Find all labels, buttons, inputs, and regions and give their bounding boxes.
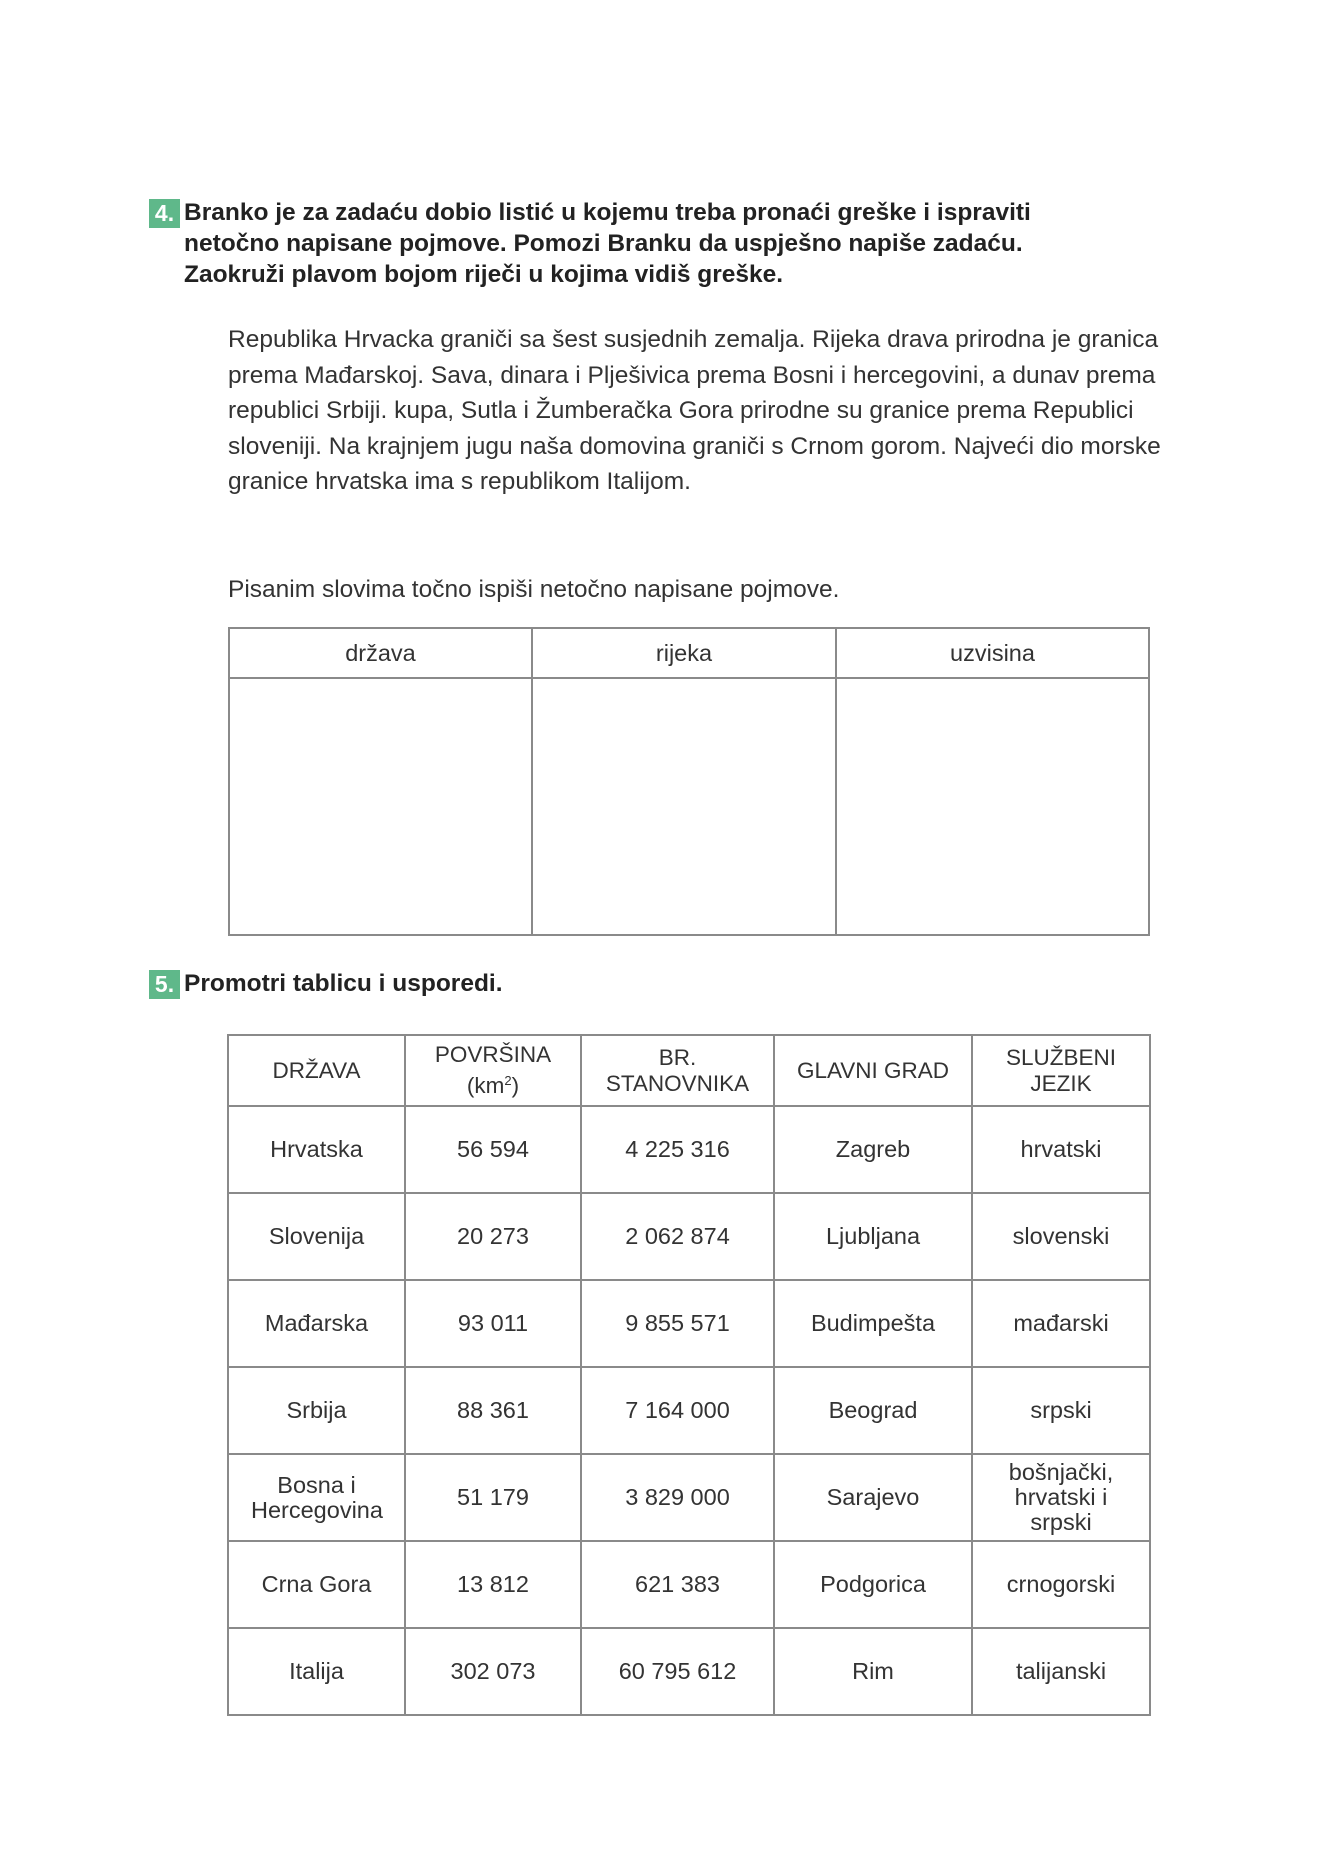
cell-country: Italija [228, 1628, 405, 1715]
cell-area: 93 011 [405, 1280, 581, 1367]
cell-language: talijanski [972, 1628, 1150, 1715]
column-header-uzvisina: uzvisina [836, 628, 1149, 678]
cell-language: slovenski [972, 1193, 1150, 1280]
cell-country: Mađarska [228, 1280, 405, 1367]
header-language-line1: SLUŽBENI [1005, 1044, 1117, 1070]
cell-population: 621 383 [581, 1541, 774, 1628]
task-number-badge: 5. [149, 970, 180, 999]
cell-capital: Beograd [774, 1367, 972, 1454]
answer-row [229, 678, 1149, 935]
countries-table [227, 1034, 1151, 1716]
cell-country: Slovenija [228, 1193, 405, 1280]
cell-country: Hrvatska [228, 1106, 405, 1193]
cell-population: 7 164 000 [581, 1367, 774, 1454]
cell-country: Crna Gora [228, 1541, 405, 1628]
cell-area: 302 073 [405, 1628, 581, 1715]
cell-area: 20 273 [405, 1193, 581, 1280]
answer-cell-rijeka[interactable] [532, 678, 836, 935]
cell-capital: Rim [774, 1628, 972, 1715]
cell-language: srpski [972, 1367, 1150, 1454]
cell-population: 4 225 316 [581, 1106, 774, 1193]
answer-cell-drzava[interactable] [229, 678, 532, 935]
cell-population: 60 795 612 [581, 1628, 774, 1715]
cell-language: bošnjački, hrvatski i srpski [972, 1454, 1150, 1541]
task-4-title: Branko je za zadaću dobio listić u kojemu treba pronaći greške i ispraviti netočno napisane pojmove. Pomozi Branku da uspješno napiše zadaću. Zaokruži plavom bojom riječi u kojima vidiš greške. [184, 199, 1031, 288]
header-area-unit-close: ) [511, 1073, 520, 1098]
task-number-badge: 4. [149, 199, 180, 228]
header-language [972, 1035, 1150, 1106]
header-capital: GLAVNI GRAD [774, 1035, 972, 1106]
cell-area: 51 179 [405, 1454, 581, 1541]
task-5-title: Promotri tablicu i usporedi. [184, 970, 503, 997]
task-4-text: Republika Hrvacka graniči sa šest susjednih zemalja. Rijeka drava prirodna je granica prema Mađarskoj. Sava, dinara i Plješivica prema Bosni i hercegovini, a dunav prema republici Srbiji. kupa, Sutla i Žumberačka Gora prirodne su granice prema Republici sloveniji. Na krajnjem jugu naša domovina graniči s Crnom gorom. Najveći dio morske granice hrvatska ima s republikom Italijom. [228, 326, 1161, 495]
cell-country: Bosna i Hercegovina [228, 1454, 405, 1541]
header-language-line2: JEZIK [1030, 1070, 1092, 1096]
table-row [228, 1454, 1150, 1541]
cell-area: 56 594 [405, 1106, 581, 1193]
cell-country: Srbija [228, 1367, 405, 1454]
answer-cell-uzvisina[interactable] [836, 678, 1149, 935]
column-header-drzava: država [229, 628, 532, 678]
table-header-row [228, 1035, 1150, 1106]
cell-capital: Ljubljana [774, 1193, 972, 1280]
cell-area: 88 361 [405, 1367, 581, 1454]
cell-capital: Budimpešta [774, 1280, 972, 1367]
task-4-header [154, 197, 1084, 290]
task-5-header [154, 968, 1084, 999]
cell-capital: Sarajevo [774, 1454, 972, 1541]
cell-population: 2 062 874 [581, 1193, 774, 1280]
correction-table [228, 627, 1150, 936]
table-row [228, 1367, 1150, 1454]
header-population [581, 1035, 774, 1106]
table-row [228, 1106, 1150, 1193]
header-area-label: POVRŠINA [434, 1042, 552, 1067]
table-row [228, 1193, 1150, 1280]
table-header-row [229, 628, 1149, 678]
cell-capital: Zagreb [774, 1106, 972, 1193]
header-area-unit-sup: 2 [504, 1073, 512, 1088]
cell-population: 9 855 571 [581, 1280, 774, 1367]
cell-language: mađarski [972, 1280, 1150, 1367]
header-country: DRŽAVA [228, 1035, 405, 1106]
header-population-line2: STANOVNIKA [605, 1070, 750, 1096]
cell-language: crnogorski [972, 1541, 1150, 1628]
cell-area: 13 812 [405, 1541, 581, 1628]
task-4-instruction: Pisanim slovima točno ispiši netočno napisane pojmove. [228, 576, 840, 603]
header-area-unit: (km [466, 1073, 505, 1098]
column-header-rijeka: rijeka [532, 628, 836, 678]
cell-population: 3 829 000 [581, 1454, 774, 1541]
table-row [228, 1541, 1150, 1628]
table-row [228, 1628, 1150, 1715]
cell-capital: Podgorica [774, 1541, 972, 1628]
table-row [228, 1280, 1150, 1367]
cell-language: hrvatski [972, 1106, 1150, 1193]
header-population-line1: BR. [658, 1044, 697, 1070]
header-area [405, 1035, 581, 1106]
